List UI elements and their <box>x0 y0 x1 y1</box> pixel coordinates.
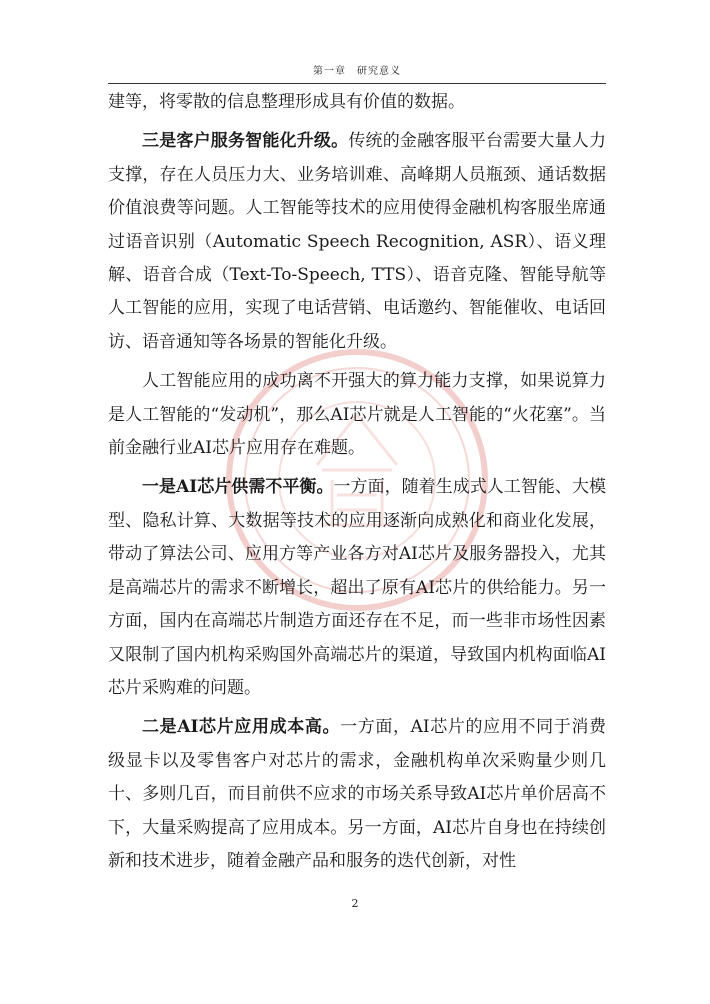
paragraph-text: 一方面，随着生成式人工智能、大模型、隐私计算、大数据等技术的应用逐渐向成熟化和商业化发展，带动了算法公司、应用方等产业各方对AI芯片及服务器投入，尤其是高端芯片的需求不断增长，超出了原有AI芯片的供给能力。另一方面，国内在高端芯片制造方面还存在不足，而一些非市场性因素又限制了国内机构采购国外高端芯片的渠道，导致国内机构面临AI芯片采购难的问题。 <box>108 477 606 698</box>
paragraph-customer-service <box>108 125 606 359</box>
paragraph-supply-demand <box>108 471 606 705</box>
document-body <box>108 86 606 884</box>
paragraph-text: 一方面，AI芯片的应用不同于消费级显卡以及零售客户对芯片的需求，金融机构单次采购量少则几十、多则几百，而目前供不应求的市场关系导致AI芯片单价居高不下，大量采购提高了应用成本。另一方面，AI芯片自身也在持续创新和技术进步，随着金融产品和服务的迭代创新，对性 <box>108 717 606 871</box>
paragraph-text: 传统的金融客服平台需要大量人力支撑，存在人员压力大、业务培训难、高峰期人员瓶颈、通话数据价值浪费等问题。人工智能等技术的应用使得金融机构客服坐席通过语音识别（Automatic Speech Recognition, ASR）、语义理解、语音合成（Text-To-Speech, TTS）、语音克隆、智能导航等人工智能的应用，实现了电话营销、电话邀约、智能催收、电话回访、语音通知等各场景的智能化升级。 <box>108 131 607 352</box>
chapter-header: 第一章 研究意义 <box>313 66 401 77</box>
page-number: 2 <box>351 897 359 910</box>
paragraph-lead: 三是客户服务智能化升级。 <box>142 131 349 152</box>
paragraph-compute-power: 人工智能应用的成功离不开强大的算力能力支撑，如果说算力是人工智能的“发动机”，那么AI芯片就是人工智能的“火花塞”。当前金融行业AI芯片应用存在难题。 <box>108 371 606 459</box>
paragraph-continuation: 建等，将零散的信息整理形成具有价值的数据。 <box>108 92 465 112</box>
paragraph-lead: 二是AI芯片应用成本高。 <box>142 717 341 738</box>
paragraph-cost <box>108 711 606 878</box>
paragraph-lead: 一是AI芯片供需不平衡。 <box>142 477 334 498</box>
header-divider <box>108 83 606 84</box>
